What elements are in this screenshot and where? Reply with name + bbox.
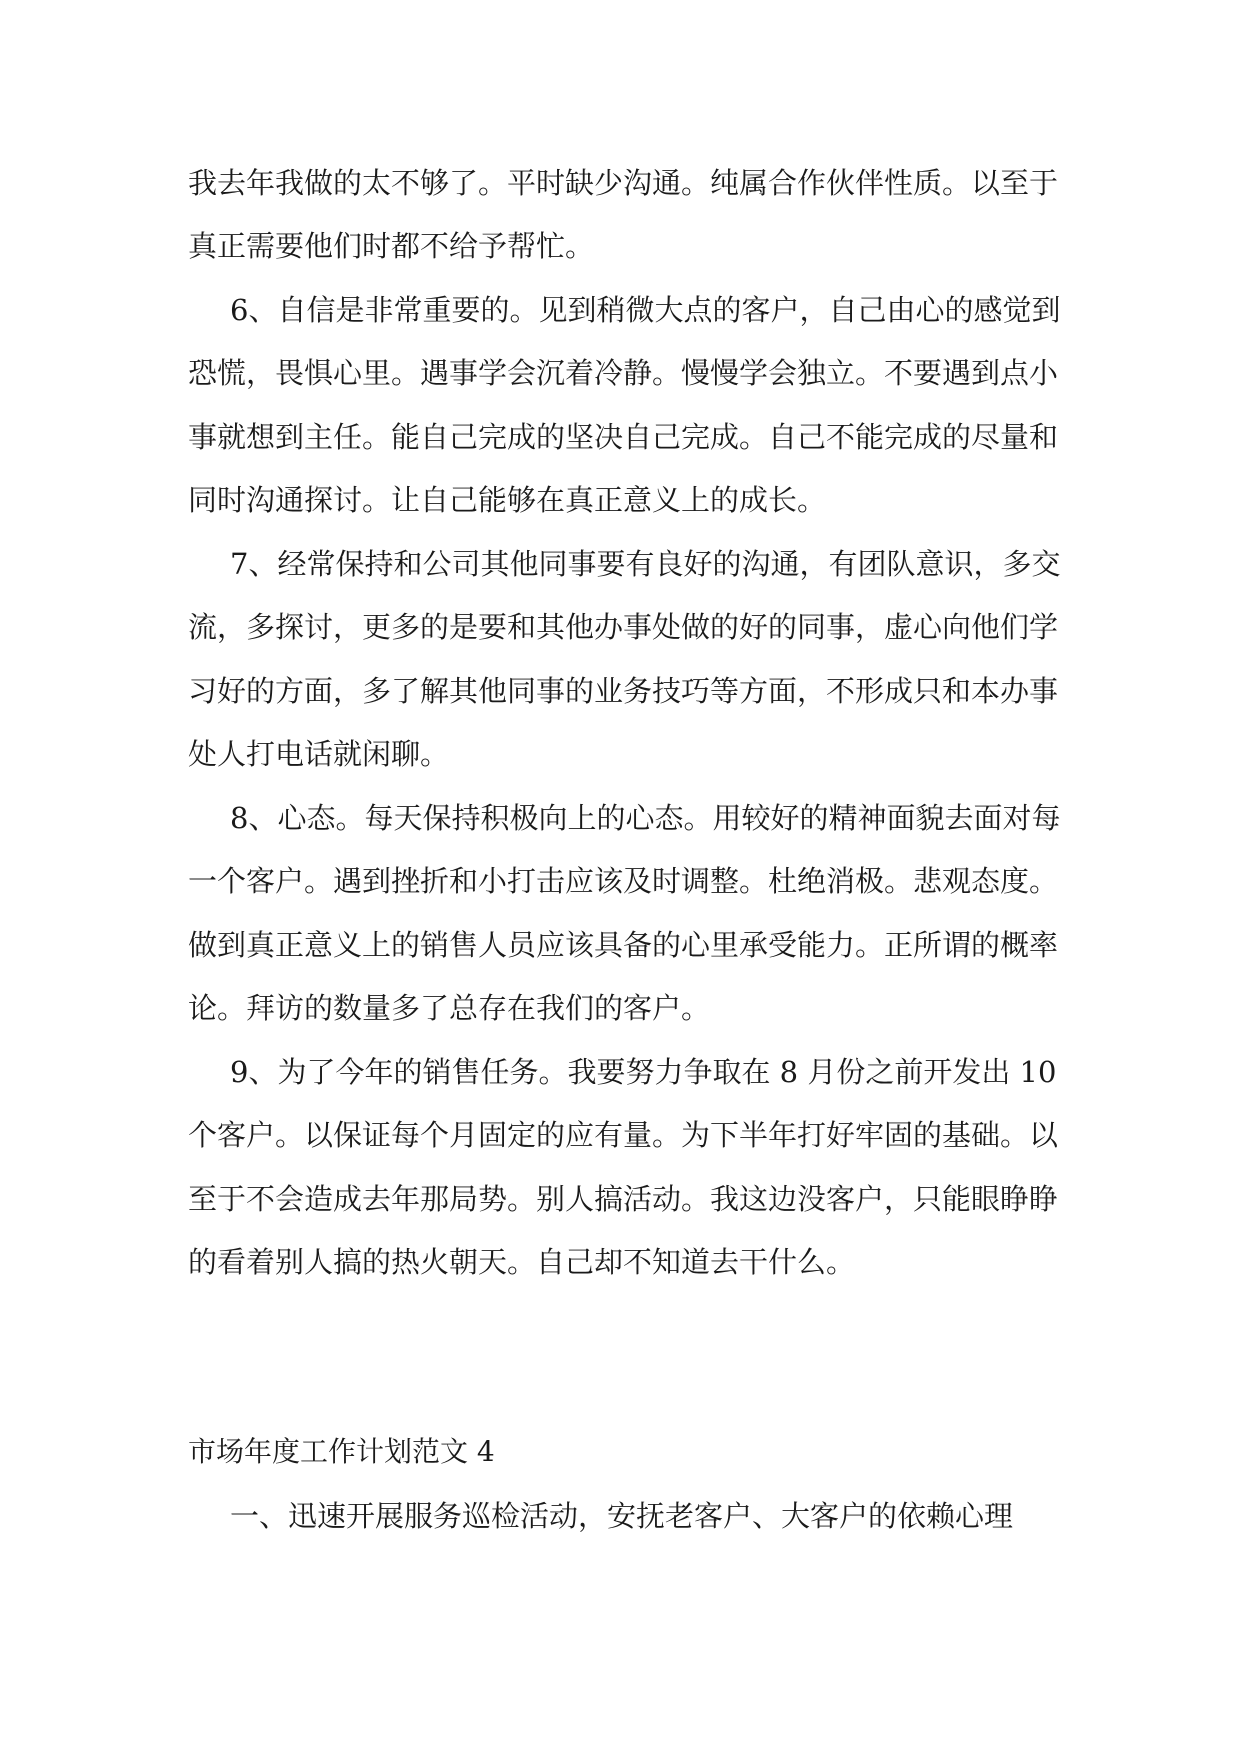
paragraph-7-line-3: 习好的方面，多了解其他同事的业务技巧等方面，不形成只和本办事 <box>188 674 1059 708</box>
paragraph-8-line-1: 8、心态。每天保持积极向上的心态。用较好的精神面貌去面对每 <box>230 801 1061 835</box>
paragraph-9-line-2: 个客户。以保证每个月固定的应有量。为下半年打好牢固的基础。以 <box>188 1118 1059 1152</box>
paragraph-6-line-4: 同时沟通探讨。让自己能够在真正意义上的成长。 <box>188 483 827 517</box>
section-subheading: 一、迅速开展服务巡检活动，安抚老客户、大客户的依赖心理 <box>230 1499 1014 1533</box>
paragraph-7-line-1: 7、经常保持和公司其他同事要有良好的沟通，有团队意识，多交 <box>230 547 1061 581</box>
paragraph-6-line-3: 事就想到主任。能自己完成的坚决自己完成。自己不能完成的尽量和 <box>188 420 1059 454</box>
paragraph-1-line-1: 我去年我做的太不够了。平时缺少沟通。纯属合作伙伴性质。以至于 <box>188 166 1059 200</box>
paragraph-7-line-4: 处人打电话就闲聊。 <box>188 737 450 771</box>
paragraph-8-line-3: 做到真正意义上的销售人员应该具备的心里承受能力。正所谓的概率 <box>188 928 1059 962</box>
paragraph-9-line-4: 的看着别人搞的热火朝天。自己却不知道去干什么。 <box>188 1245 856 1279</box>
paragraph-1-line-2: 真正需要他们时都不给予帮忙。 <box>188 229 595 263</box>
paragraph-9-line-1: 9、为了今年的销售任务。我要努力争取在 8 月份之前开发出 10 <box>230 1055 1057 1089</box>
paragraph-8-line-2: 一个客户。遇到挫折和小打击应该及时调整。杜绝消极。悲观态度。 <box>188 864 1059 898</box>
paragraph-6-line-1: 6、自信是非常重要的。见到稍微大点的客户，自己由心的感觉到 <box>230 293 1061 327</box>
paragraph-9-line-3: 至于不会造成去年那局势。别人搞活动。我这边没客户，只能眼睁睁 <box>188 1182 1059 1216</box>
paragraph-7-line-2: 流，多探讨，更多的是要和其他办事处做的好的同事，虚心向他们学 <box>188 610 1059 644</box>
paragraph-8-line-4: 论。拜访的数量多了总存在我们的客户。 <box>188 991 711 1025</box>
section-title: 市场年度工作计划范文 4 <box>188 1435 495 1468</box>
paragraph-6-line-2: 恐慌，畏惧心里。遇事学会沉着冷静。慢慢学会独立。不要遇到点小 <box>188 356 1059 390</box>
